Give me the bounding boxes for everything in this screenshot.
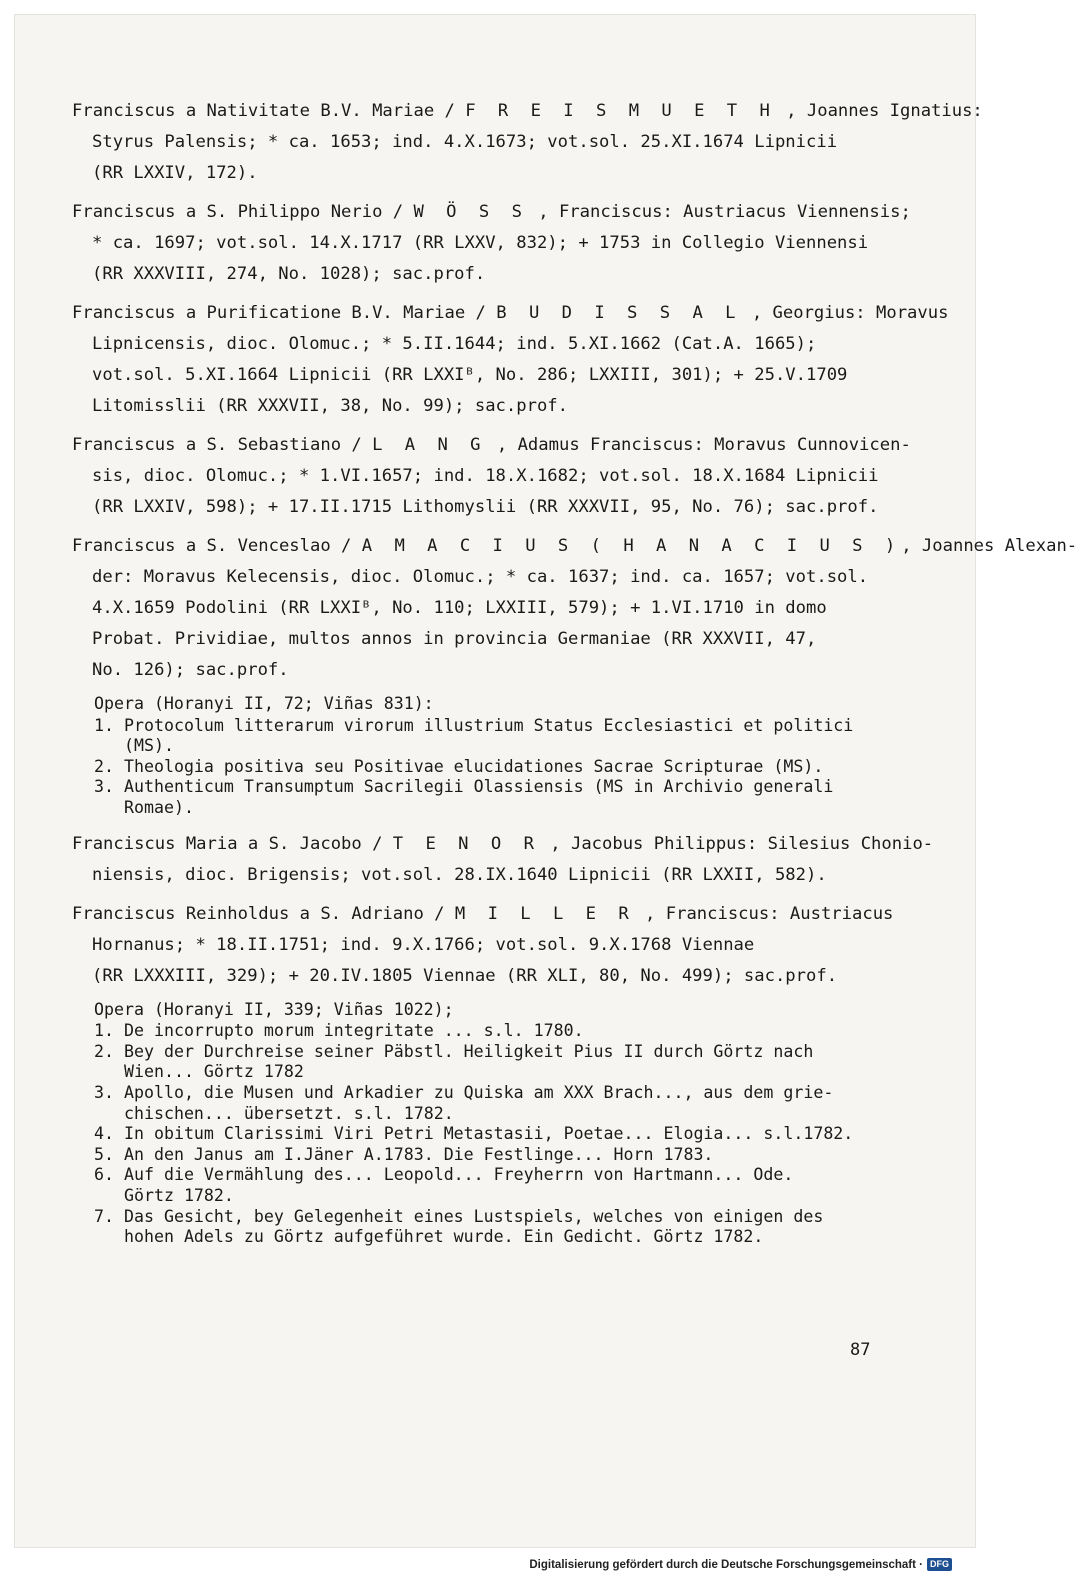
list-item xyxy=(94,1042,892,1083)
item-text: In obitum Clarissimi Viri Petri Metastasii, Poetae... Elogia... s.l.1782. xyxy=(124,1124,854,1144)
item-text: Apollo, die Musen und Arkadier zu Quiska am XXX Brach..., aus dem grie- chischen... übersetzt. s.l. 1782. xyxy=(124,1082,834,1123)
entry-budissal xyxy=(72,298,949,422)
item-number: 1. xyxy=(94,1021,114,1041)
entry-heading xyxy=(72,298,949,329)
entry-name: Franciscus a Nativitate B.V. Mariae / xyxy=(72,101,466,121)
entry-surname: A M A C I U S ( H A N A C I U S ) xyxy=(361,536,902,556)
opera-heading: Opera (Horanyi II, 339; Viñas 1022); xyxy=(94,999,454,1019)
entry-name: Franciscus Reinholdus a S. Adriano / xyxy=(72,903,455,924)
entry-given-name: , Franciscus: Austriacus xyxy=(634,903,894,924)
entry-details: der: Moravus Kelecensis, dioc. Olomuc.; * ca. 1637; ind. ca. 1657; vot.sol. 4.X.1659 Podolini (RR LXXIᴮ, No. 110; LXXIII, 579); + 1.VI.1710 in domo Probat. Prividiae, multos annos in provincia Germaniae (RR XXXVII, 47, No. 126); sac.prof. xyxy=(92,567,869,680)
list-item xyxy=(94,757,892,778)
entry-name: Franciscus a S. Sebastiano / xyxy=(72,435,373,455)
opera-items xyxy=(94,716,892,819)
entry-miller xyxy=(72,899,892,992)
entry-details: sis, dioc. Olomuc.; * 1.VI.1657; ind. 18.X.1682; vot.sol. 18.X.1684 Lipnicii (RR LXXIV, 598); + 17.II.1715 Lithomyslii (RR XXXVII, 95, No. 76); sac.prof. xyxy=(92,466,879,517)
item-text: De incorrupto morum integritate ... s.l. 1780. xyxy=(124,1021,584,1041)
entry-given-name: , Georgius: Moravus xyxy=(741,303,949,323)
entry-freismueth xyxy=(72,96,983,189)
entry-details: * ca. 1697; vot.sol. 14.X.1717 (RR LXXV, 832); + 1753 in Collegio Viennensi (RR XXXVIII, 274, No. 1028); sac.prof. xyxy=(92,233,869,284)
item-text: Authenticum Transumptum Sacrilegii Olassiensis (MS in Archivio generali Romae). xyxy=(124,777,834,817)
entry-amacius xyxy=(72,531,1077,686)
list-item xyxy=(94,1083,892,1124)
entry-details: Styrus Palensis; * ca. 1653; ind. 4.X.1673; vot.sol. 25.XI.1674 Lipnicii (RR LXXIV, 172). xyxy=(92,132,838,183)
entry-details: Hornanus; * 18.II.1751; ind. 9.X.1766; vot.sol. 9.X.1768 Viennae (RR LXXXIII, 329); + 20.IV.1805 Viennae (RR XLI, 80, No. 499); sac.prof. xyxy=(92,934,838,986)
page-body xyxy=(72,96,1077,1258)
entry-given-name: , Adamus Franciscus: Moravus Cunnovicen- xyxy=(486,435,911,455)
list-item xyxy=(94,1021,892,1042)
item-number: 5. xyxy=(94,1144,114,1164)
entry-name: Franciscus a S. Philippo Nerio / xyxy=(72,202,414,222)
entry-given-name: , Franciscus: Austriacus Viennensis; xyxy=(527,202,911,222)
entry-heading xyxy=(72,96,983,127)
opera-items xyxy=(94,1021,892,1248)
list-item xyxy=(94,777,892,818)
item-text: Das Gesicht, bey Gelegenheit eines Lustspiels, welches von einigen des hohen Adels zu Görtz aufgeführet wurde. Ein Gedicht. Görtz 1782. xyxy=(124,1206,824,1247)
item-number: 3. xyxy=(94,1082,114,1102)
item-number: 2. xyxy=(94,1041,114,1061)
item-number: 3. xyxy=(94,777,114,797)
item-number: 2. xyxy=(94,756,114,776)
entry-tenor xyxy=(72,829,934,891)
entry-given-name: , Joannes Alexan- xyxy=(901,536,1077,556)
entry-lang xyxy=(72,430,911,523)
opera-list-miller xyxy=(94,1000,892,1248)
entry-heading xyxy=(72,899,892,930)
item-text: Auf die Vermählung des... Leopold... Freyherrn von Hartmann... Ode. Görtz 1782. xyxy=(124,1165,794,1205)
item-text: Bey der Durchreise seiner Päbstl. Heiligkeit Pius II durch Görtz nach Wien... Görtz 1782 xyxy=(124,1041,814,1082)
entry-surname: W Ö S S xyxy=(413,202,528,222)
entry-surname: T E N O R xyxy=(392,833,540,854)
entry-surname: L A N G xyxy=(372,435,487,455)
opera-list-amacius xyxy=(94,694,892,819)
item-number: 1. xyxy=(94,715,114,735)
entry-name: Franciscus a S. Venceslao / xyxy=(72,536,362,556)
entry-details: niensis, dioc. Brigensis; vot.sol. 28.IX.1640 Lipnicii (RR LXXII, 582). xyxy=(92,864,827,885)
item-text: Protocolum litterarum virorum illustrium Status Ecclesiastici et politici (MS). xyxy=(124,715,854,756)
item-text: Theologia positiva seu Positivae elucidationes Sacrae Scripturae (MS). xyxy=(124,756,824,776)
entry-surname: F R E I S M U E T H xyxy=(465,101,776,121)
item-text: An den Janus am I.Jäner A.1783. Die Festlinge... Horn 1783. xyxy=(124,1144,714,1164)
entry-surname: B U D I S S A L xyxy=(496,303,742,323)
entry-heading xyxy=(72,430,911,461)
item-number: 6. xyxy=(94,1165,114,1185)
entry-name: Franciscus Maria a S. Jacobo / xyxy=(72,833,393,854)
dfg-logo: DFG xyxy=(927,1558,952,1571)
list-item xyxy=(94,1207,892,1248)
list-item xyxy=(94,716,892,757)
entry-given-name: , Jacobus Philippus: Silesius Chonio- xyxy=(539,833,934,854)
entry-heading xyxy=(72,197,911,228)
entry-woss xyxy=(72,197,911,290)
footer-credit: Digitalisierung gefördert durch die Deutsche Forschungsgemeinschaft · xyxy=(529,1558,923,1571)
footer xyxy=(529,1558,952,1571)
entry-surname: M I L L E R xyxy=(454,903,635,924)
item-number: 7. xyxy=(94,1206,114,1226)
entry-heading xyxy=(72,531,1077,562)
entry-name: Franciscus a Purificatione B.V. Mariae / xyxy=(72,303,497,323)
entry-details: Lipnicensis, dioc. Olomuc.; * 5.II.1644; ind. 5.XI.1662 (Cat.A. 1665); vot.sol. 5.XI.1664 Lipnicii (RR LXXIᴮ, No. 286; LXXIII, 301); + 25.V.1709 Litomisslii (RR XXXVII, 38, No. 99); sac.prof. xyxy=(92,334,848,416)
list-item xyxy=(94,1145,892,1166)
entry-given-name: , Joannes Ignatius: xyxy=(775,101,983,121)
list-item xyxy=(94,1165,892,1206)
list-item xyxy=(94,1124,892,1145)
item-number: 4. xyxy=(94,1124,114,1144)
entry-heading xyxy=(72,829,934,860)
page-number: 87 xyxy=(850,1340,871,1360)
opera-heading: Opera (Horanyi II, 72; Viñas 831): xyxy=(94,694,434,713)
